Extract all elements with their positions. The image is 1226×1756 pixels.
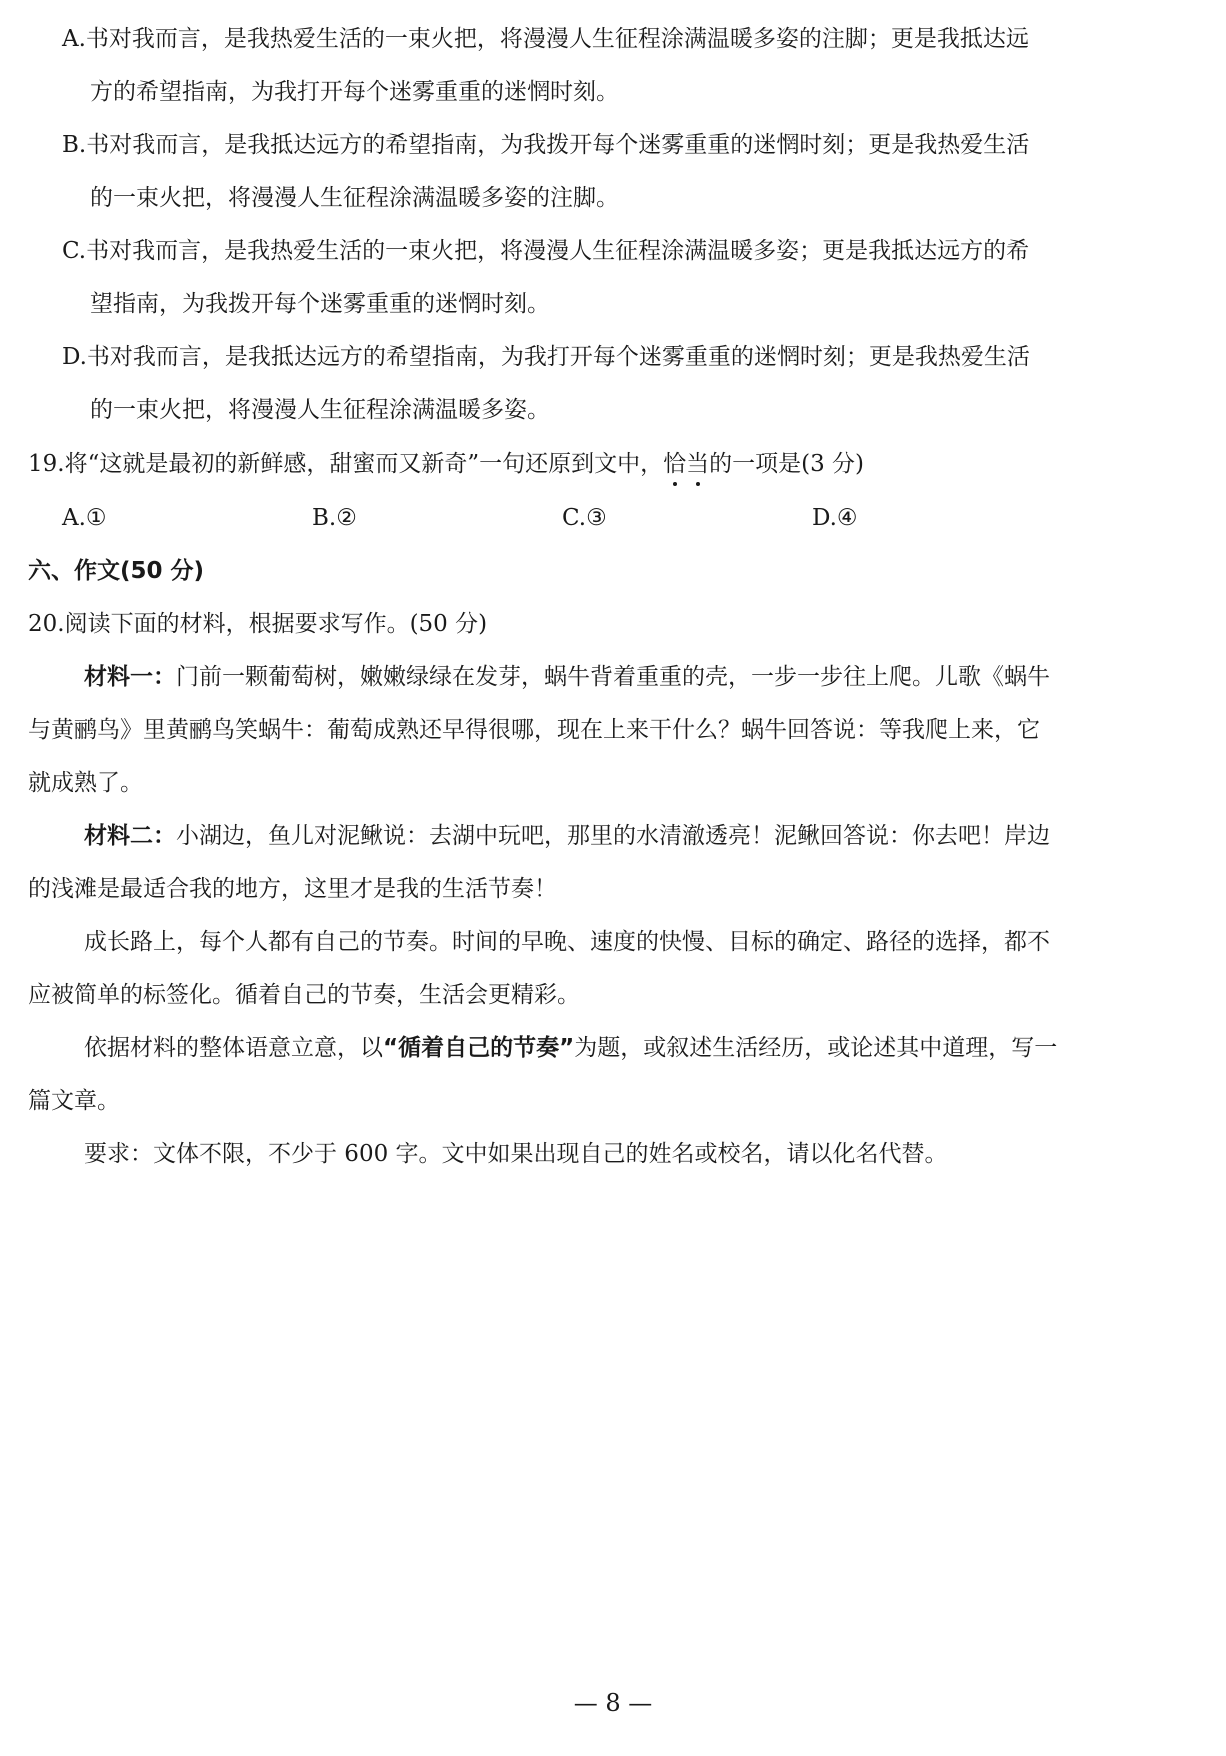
choice-b: B.②	[312, 505, 357, 531]
paragraph-3-line2: 应被简单的标签化。循着自己的节奏，生活会更精彩。	[28, 982, 580, 1008]
material-2-text: 小湖边，鱼儿对泥鳅说：去湖中玩吧，那里的水清澈透亮！泥鳅回答说：你去吧！岸边	[176, 823, 1050, 849]
material-1-line2: 与黄鹂鸟》里黄鹂鸟笑蜗牛：葡萄成熟还早得很哪，现在上来干什么？蜗牛回答说：等我爬上来，它	[28, 717, 1040, 743]
question-19-stem	[28, 449, 864, 479]
choice-d: D.④	[812, 505, 858, 531]
option-a-line1: A.书对我而言，是我热爱生活的一束火把，将漫漫人生征程涂满温暖多姿的注脚；更是我抵达远	[62, 26, 1029, 52]
option-b-line2: 的一束火把，将漫漫人生征程涂满温暖多姿的注脚。	[90, 185, 619, 211]
section-title: 六、作文(50 分)	[28, 558, 205, 584]
paragraph-4-line2: 篇文章。	[28, 1088, 120, 1114]
emphasis-char-1: 恰	[663, 451, 687, 477]
question-20-stem: 20.阅读下面的材料，根据要求写作。(50 分)	[28, 611, 488, 637]
choice-c: C.③	[562, 505, 607, 531]
material-1-text: 门前一颗葡萄树，嫩嫩绿绿在发芽，蜗牛背着重重的壳，一步一步往上爬。儿歌《蜗牛	[176, 664, 1050, 690]
material-1-line1	[84, 662, 1050, 692]
essay-title: “循着自己的节奏”	[383, 1035, 575, 1061]
paragraph-4-line1	[84, 1033, 1057, 1063]
question-19-before: 19.将“这就是最初的新鲜感，甜蜜而又新奇”一句还原到文中，	[28, 451, 664, 477]
option-c-line2: 望指南，为我拨开每个迷雾重重的迷惘时刻。	[90, 291, 550, 317]
material-1-label: 材料一：	[84, 664, 176, 690]
paragraph-3-line1: 成长路上，每个人都有自己的节奏。时间的早晚、速度的快慢、目标的确定、路径的选择，都不	[84, 929, 1050, 955]
option-d-line2: 的一束火把，将漫漫人生征程涂满温暖多姿。	[90, 397, 550, 423]
paragraph-4-after: 为题，或叙述生活经历，或论述其中道理，写一	[574, 1035, 1058, 1061]
option-a-line2: 方的希望指南，为我打开每个迷雾重重的迷惘时刻。	[90, 79, 619, 105]
option-b-line1: B.书对我而言，是我抵达远方的希望指南，为我拨开每个迷雾重重的迷惘时刻；更是我热爱生活	[62, 132, 1030, 158]
option-c-line1: C.书对我而言，是我热爱生活的一束火把，将漫漫人生征程涂满温暖多姿；更是我抵达远方的希	[62, 238, 1030, 264]
material-1-line3: 就成熟了。	[28, 770, 143, 796]
material-2-label: 材料二：	[84, 823, 176, 849]
page-number: — 8 —	[573, 1689, 653, 1717]
emphasis-char-2: 当	[686, 451, 710, 477]
requirement-text: 要求：文体不限，不少于 600 字。文中如果出现自己的姓名或校名，请以化名代替。	[84, 1141, 948, 1167]
option-d-line1: D.书对我而言，是我抵达远方的希望指南，为我打开每个迷雾重重的迷惘时刻；更是我热爱生活	[62, 344, 1030, 370]
question-19-choices	[62, 503, 962, 533]
paragraph-4-before: 依据材料的整体语意立意，以	[84, 1035, 383, 1061]
question-19-after: 的一项是(3 分)	[709, 451, 864, 477]
material-2-line2: 的浅滩是最适合我的地方，这里才是我的生活节奏！	[28, 876, 557, 902]
choice-a: A.①	[62, 505, 107, 531]
material-2-line1	[84, 821, 1050, 851]
